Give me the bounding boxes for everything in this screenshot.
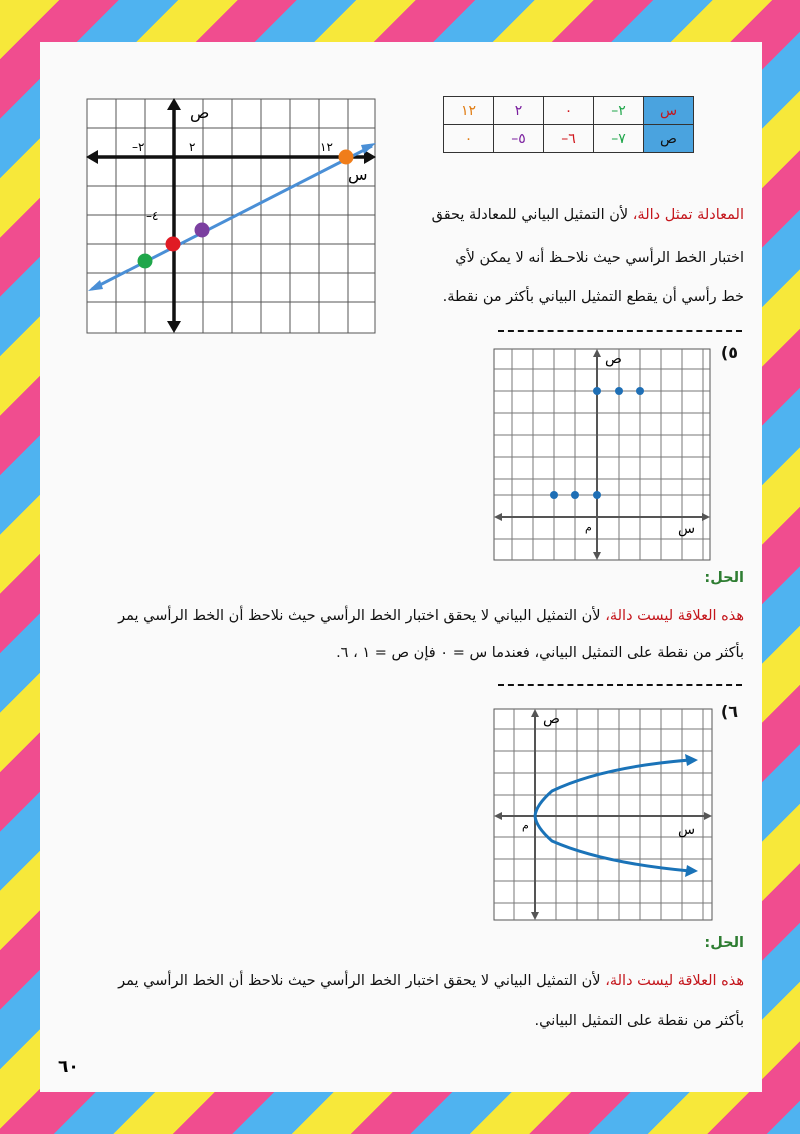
point-orange [339, 150, 354, 165]
q5-answer-line2: بأكثر من نقطة على التمثيل البياني، فعندما س = ٠ فإن ص = ١ ، ٦. [336, 645, 744, 661]
solution-label: الحل: [704, 935, 744, 951]
data-point [615, 387, 623, 395]
line-graph [84, 96, 379, 336]
data-point [636, 387, 644, 395]
table-cell: ١٢ [444, 97, 494, 125]
point-red [166, 237, 181, 252]
question-number: ٥) [720, 343, 738, 362]
scatter-graph [492, 347, 712, 562]
table-cell: ٢ [494, 97, 544, 125]
tick-label: ٢ [189, 140, 196, 154]
q6-answer-line1: هذه العلاقة ليست دالة، لأن التمثيل البياني لا يحقق اختبار الخط الرأسي حيث نلاحظ أن الخط الرأسي يمر [118, 973, 744, 989]
table-cell: –٢ [594, 97, 644, 125]
question-number: ٦) [720, 702, 738, 721]
tick-label: –٢ [132, 140, 145, 154]
table-cell: –٥ [494, 125, 544, 153]
y-axis-label: ص [543, 711, 560, 727]
answer1-line2: اختبار الخط الرأسي حيث نلاحـظ أنه لا يمكن لأي [455, 250, 744, 266]
x-axis-label: س [678, 822, 696, 838]
divider [498, 684, 742, 686]
answer1-line1: المعادلة تمثل دالة، لأن التمثيل البياني للمعادلة يحقق [431, 207, 744, 223]
y-axis-label: ص [605, 351, 622, 367]
table-cell: ٠ [444, 125, 494, 153]
x-axis-label: س [678, 521, 696, 537]
origin-label: م [585, 521, 592, 534]
point-green [138, 254, 153, 269]
tick-label: –٤ [146, 209, 159, 223]
table-header-x: س [644, 97, 694, 125]
table-cell: –٦ [544, 125, 594, 153]
point-purple [195, 223, 210, 238]
table-cell: ٠ [544, 97, 594, 125]
table-cell: –٧ [594, 125, 644, 153]
answer1-line3: خط رأسي أن يقطع التمثيل البياني بأكثر من نقطة. [442, 289, 744, 305]
data-point [593, 387, 601, 395]
data-point [593, 491, 601, 499]
values-table [443, 96, 694, 153]
solution-label: الحل: [704, 570, 744, 586]
tick-label: ١٢ [320, 140, 333, 154]
table-header-y: ص [644, 125, 694, 153]
parabola-graph [492, 707, 714, 922]
q6-answer-line2: بأكثر من نقطة على التمثيل البياني. [534, 1013, 744, 1029]
data-point [571, 491, 579, 499]
x-axis-label: س [348, 165, 368, 184]
table-row-x [444, 97, 694, 125]
divider [498, 330, 742, 332]
y-axis-label: ص [190, 103, 210, 122]
origin-label: م [522, 819, 529, 832]
table-row-y [444, 125, 694, 153]
data-point [550, 491, 558, 499]
page-number: ٦٠ [58, 1057, 79, 1077]
q5-answer-line1: هذه العلاقة ليست دالة، لأن التمثيل البياني لا يحقق اختبار الخط الرأسي حيث نلاحظ أن الخط الرأسي يمر [118, 608, 744, 624]
